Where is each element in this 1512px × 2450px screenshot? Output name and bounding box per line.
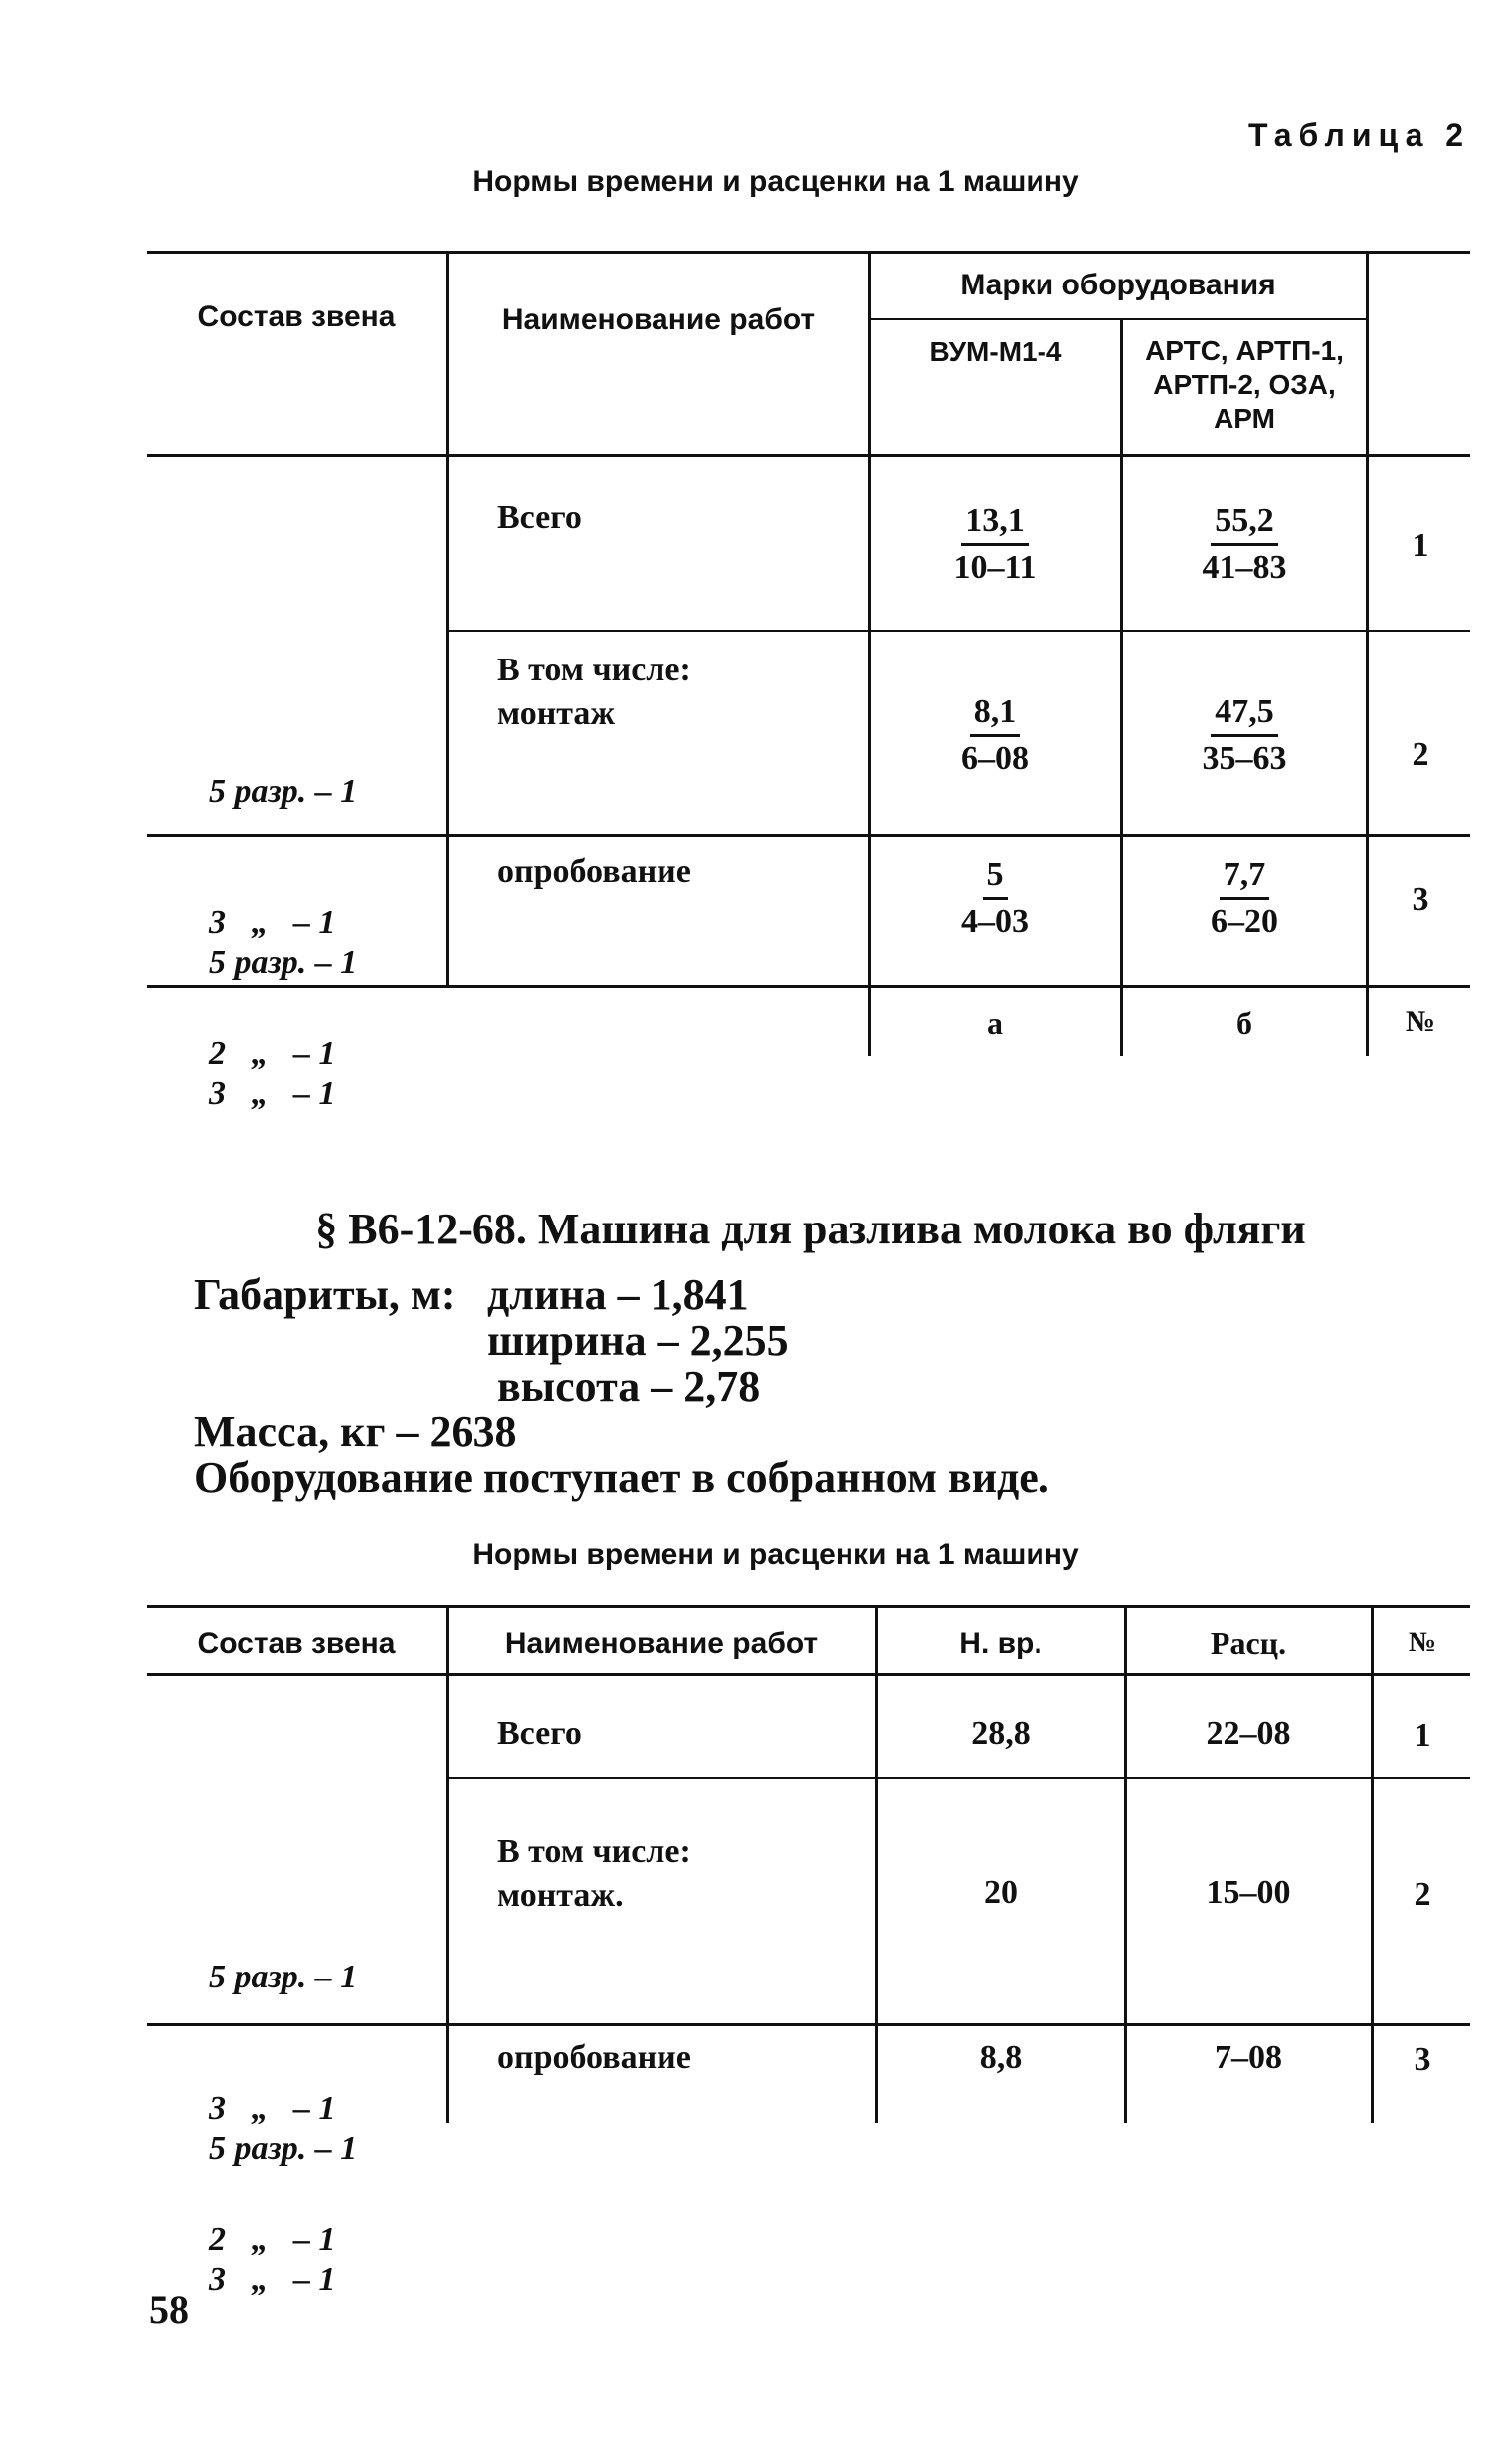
t2-row3-nvr: 8,8: [979, 2039, 1023, 2076]
crew-group-1: 5 разр. – 1 3 „ – 1 2 „ – 1: [209, 773, 358, 1072]
dim-height: высота – 2,78: [497, 1362, 761, 1411]
footer-no: №: [1405, 1005, 1436, 1037]
t2-row3-no: 3: [1414, 2041, 1431, 2078]
dim-width: ширина – 2,255: [487, 1316, 789, 1365]
page-number: 58: [149, 2287, 189, 2332]
t2-row2-nvr: 20: [984, 1874, 1018, 1911]
t2-header-no: №: [1408, 1627, 1437, 1658]
section-title: § В6-12-68. Машина для разлива молока во фляги: [315, 1205, 1306, 1253]
row1-col-b: $\frac{55,2}{41-83}$: [1124, 499, 1365, 590]
t2-row2-no: 2: [1414, 1876, 1431, 1913]
t2-header-nvr: Н. вр.: [959, 1627, 1042, 1660]
t2-header-work: Наименование работ: [504, 1627, 819, 1660]
row3-col-a: $\frac{5}{4-03}$: [872, 853, 1117, 944]
dim-length: длина – 1,841: [487, 1270, 749, 1319]
row2-col-b: $\frac{47,5}{35-63}$: [1124, 690, 1365, 781]
header-equipment: Марки оборудования: [960, 269, 1276, 301]
t2-row3-rate: 7–08: [1215, 2039, 1282, 2076]
row1-work: Всего: [497, 499, 582, 536]
header-work: Наименование работ: [501, 303, 816, 336]
row2-work: В том числе: монтаж: [497, 652, 691, 732]
t2-crew-group-2: 5 разр. – 1 3 „ – 1: [209, 2130, 358, 2298]
t2-row2-work: В том числе: монтаж.: [497, 1833, 691, 1914]
mass: Масса, кг – 2638: [194, 1408, 517, 1456]
t2-header-rate: Расц.: [1210, 1625, 1287, 1661]
row1-no: 1: [1412, 527, 1429, 564]
t2-crew-group-1: 5 разр. – 1 3 „ – 1 2 „ – 1: [209, 1959, 358, 2258]
t2-row1-nvr: 28,8: [971, 1715, 1031, 1752]
row3-work: опробование: [497, 853, 691, 890]
t2-row1-no: 1: [1414, 1717, 1431, 1754]
table-label: Таблица 2: [1248, 117, 1471, 153]
delivery-note: Оборудование поступает в собранном виде.: [194, 1453, 1049, 1502]
footer-b: б: [1236, 1005, 1252, 1040]
row3-col-b: $\frac{7,7}{6-20}$: [1124, 853, 1365, 944]
row2-col-a: $\frac{8,1}{6-08}$: [872, 690, 1117, 781]
t2-row3-work: опробование: [497, 2039, 691, 2076]
header-col-a: ВУМ-М1-4: [929, 336, 1062, 367]
table1-caption: Нормы времени и расценки на 1 машину: [472, 165, 1079, 198]
row2-no: 2: [1412, 736, 1429, 773]
t2-row2-rate: 15–00: [1206, 1874, 1291, 1911]
crew-group-2: 5 разр. – 1 3 „ – 1: [209, 944, 358, 1112]
t2-header-crew: Состав звена: [197, 1627, 396, 1660]
t2-row1-rate: 22–08: [1206, 1715, 1291, 1752]
footer-a: а: [987, 1005, 1003, 1040]
row1-col-a: $\frac{13,1}{10-11}$: [872, 499, 1117, 590]
dims-label: Габариты, м:: [194, 1270, 456, 1319]
header-crew: Состав звена: [197, 300, 396, 333]
header-col-b: АРТС, АРТП-1, АРТП-2, ОЗА, АРМ: [1145, 335, 1344, 434]
t2-row1-work: Всего: [497, 1715, 582, 1752]
table2-caption: Нормы времени и расценки на 1 машину: [472, 1538, 1079, 1571]
row3-no: 3: [1412, 881, 1429, 918]
